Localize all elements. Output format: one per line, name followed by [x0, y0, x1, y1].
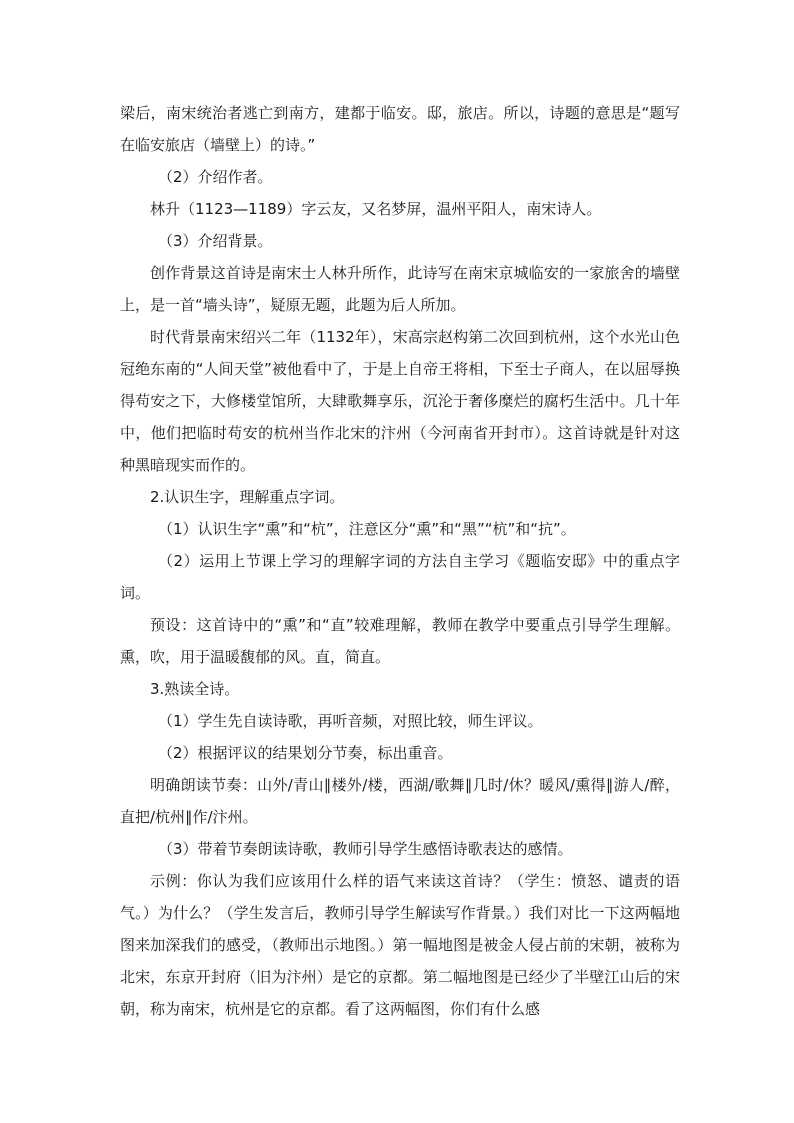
paragraph-section-2: 2.认识生字，理解重点字词。 [150, 488, 345, 506]
paragraph-era-background: 时代背景南宋绍兴二年（1132年），宋高宗赵构第二次回到杭州，这个水光山色冠绝东南的“人间天堂”被他看中了，于是上自帝王将相，下至士子商人，在以屈辱换得苟安之下，大修楼堂馆所，大肆歌舞享乐，沉沦于奢侈糜烂的腐朽生活中。几十年中，他们把临时苟安的杭州当作北宋的汴州（今河南省开封市）。这首诗就是针对这种黑暗现实而作的。 [120, 328, 680, 474]
paragraph-self-study: （2）运用上节课上学习的理解字词的方法自主学习《题临安邸》中的重点字词。 [120, 552, 680, 602]
paragraph-continuation: 梁后，南宋统治者逃亡到南方，建都于临安。邸，旅店。所以，诗题的意思是“题写在临安旅店（墙壁上）的诗。” [120, 104, 680, 154]
paragraph-read-step-1: （1）学生先自读诗歌，再听音频，对照比较，师生评议。 [158, 712, 543, 730]
paragraph-creation-background: 创作背景这首诗是南宋士人林升所作，此诗写在南宋京城临安的一家旅舍的墙壁上，是一首“墙头诗”，疑原无题，此题为后人所加。 [120, 264, 680, 314]
paragraph-author-info: 林升（1123—1189）字云友，又名梦屏，温州平阳人，南宋诗人。 [150, 200, 602, 218]
paragraph-new-characters: （1）认识生字“熏”和“杭”，注意区分“熏”和“黑”“杭”和“抗”。 [158, 520, 576, 538]
paragraph-preset: 预设：这首诗中的“熏”和“直”较难理解，教师在教学中要重点引导学生理解。熏，吹，用于温暖馥郁的风。直，简直。 [120, 616, 680, 666]
paragraph-read-step-2: （2）根据评议的结果划分节奏，标出重音。 [158, 744, 453, 762]
paragraph-author-heading: （2）介绍作者。 [158, 168, 273, 186]
paragraph-example: 示例：你认为我们应该用什么样的语气来读这首诗？（学生：愤怒、谴责的语气。）为什么？（学生发言后，教师引导学生解读写作背景。）我们对比一下这两幅地图来加深我们的感受，（教师出示地图。）第一幅地图是被金人侵占前的宋朝，被称为北宋，东京开封府（旧为汴州）是它的京都。第二幅地图是已经少了半壁江山后的宋朝，称为南宋，杭州是它的京都。看了这两幅图，你们有什么感 [120, 872, 680, 1018]
document-body [120, 97, 680, 1025]
paragraph-rhythm: 明确朗读节奏：山外/青山∥楼外/楼，西湖/歌舞∥几时/休？暖风/熏得∥游人/醉，直把/杭州∥作/汴州。 [120, 776, 680, 826]
paragraph-read-step-3: （3）带着节奏朗读诗歌，教师引导学生感悟诗歌表达的感情。 [158, 840, 573, 858]
paragraph-section-3: 3.熟读全诗。 [150, 680, 240, 698]
paragraph-background-heading: （3）介绍背景。 [158, 232, 273, 250]
